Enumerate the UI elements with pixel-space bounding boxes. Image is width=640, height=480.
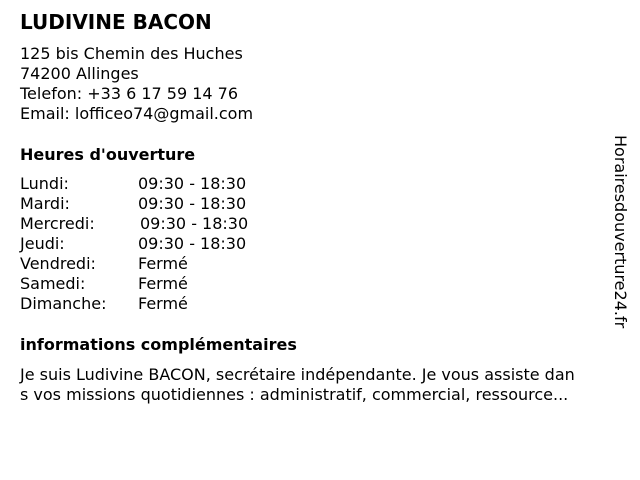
day-label: Mardi: (20, 194, 70, 213)
time-value: Fermé (138, 294, 188, 313)
description-line: s vos missions quotidiennes : administratif, commercial, ressource... (20, 385, 569, 404)
hours-heading: Heures d'ouverture (20, 145, 196, 164)
address-city: 74200 Allinges (20, 64, 139, 83)
info-heading: informations complémentaires (20, 335, 297, 354)
address-street: 125 bis Chemin des Huches (20, 44, 243, 63)
day-label: Samedi: (20, 274, 86, 293)
time-value: Fermé (138, 274, 188, 293)
phone-number: Telefon: +33 6 17 59 14 76 (20, 84, 239, 103)
time-value: 09:30 - 18:30 (140, 214, 249, 233)
time-value: 09:30 - 18:30 (138, 194, 247, 213)
day-label: Jeudi: (20, 234, 65, 253)
day-label: Vendredi: (20, 254, 96, 273)
contact-block (20, 44, 253, 124)
description-line: Je suis Ludivine BACON, secrétaire indépendante. Je vous assiste dan (20, 365, 575, 384)
email-address: Email: lofficeo74@gmail.com (20, 104, 254, 123)
day-label: Dimanche: (20, 294, 107, 313)
time-value: 09:30 - 18:30 (138, 174, 247, 193)
day-label: Mercredi: (20, 214, 95, 233)
time-value: Fermé (138, 254, 188, 273)
time-value: 09:30 - 18:30 (138, 234, 247, 253)
business-name: LUDIVINE BACON (20, 10, 212, 34)
day-label: Lundi: (20, 174, 69, 193)
description-text (20, 365, 632, 405)
site-watermark: Horairesdouverture24.fr (611, 135, 630, 329)
